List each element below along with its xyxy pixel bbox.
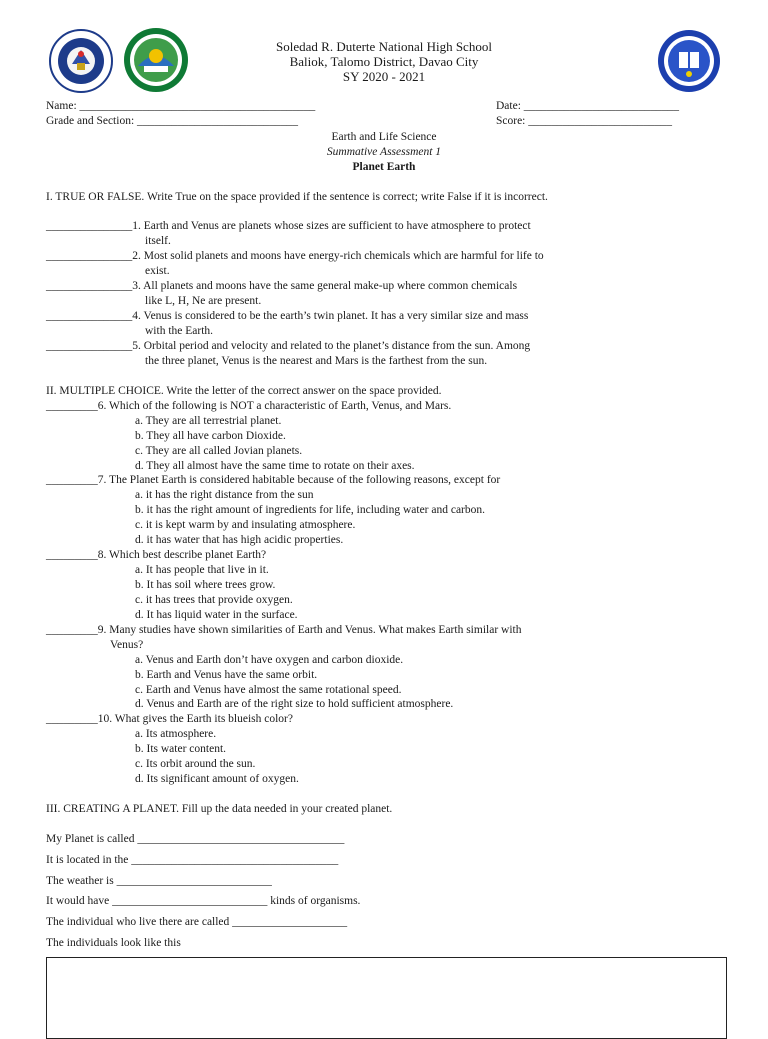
tf-item-1-cont: itself. [145, 235, 171, 247]
planet-location-field[interactable]: It is located in the ____________________________________ [46, 854, 339, 866]
tf-item-4: _______________4. Venus is considered to be the earth’s twin planet. It has a very similar size and mass [46, 310, 529, 322]
mc-question-10: _________10. What gives the Earth its blueish color? [46, 713, 293, 725]
tf-item-1: _______________1. Earth and Venus are planets whose sizes are sufficient to have atmosphere to protect [46, 220, 531, 232]
mc-question-6: _________6. Which of the following is NOT a characteristic of Earth, Venus, and Mars. [46, 400, 452, 412]
topic-title: Planet Earth [352, 161, 416, 173]
part2-heading: II. MULTIPLE CHOICE. Write the letter of the correct answer on the space provided. [46, 385, 442, 397]
grade-section-field[interactable]: Grade and Section: ____________________________ [46, 115, 299, 127]
planet-inhabitants-field[interactable]: The individual who live there are called ____________________ [46, 916, 348, 928]
mc-question-9-cont: Venus? [110, 639, 144, 651]
planet-name-field[interactable]: My Planet is called ____________________________________ [46, 833, 345, 845]
drawing-box[interactable] [46, 957, 727, 1039]
planet-organisms-field[interactable]: It would have ___________________________ kinds of organisms. [46, 895, 361, 907]
mc-option: c. They are all called Jovian planets. [135, 445, 303, 457]
school-year: SY 2020 - 2021 [342, 69, 426, 84]
mc-option: d. it has water that has high acidic properties. [135, 534, 344, 546]
mc-question-7: _________7. The Planet Earth is considered habitable because of the following reasons, except for [46, 474, 501, 486]
mc-option: a. Its atmosphere. [135, 728, 217, 740]
mc-option: c. Earth and Venus have almost the same rotational speed. [135, 684, 402, 696]
mc-option: d. It has liquid water in the surface. [135, 609, 298, 621]
mc-option: c. it has trees that provide oxygen. [135, 594, 293, 606]
part1-heading: I. TRUE OR FALSE. Write True on the space provided if the sentence is correct; write False if it is incorrect. [46, 191, 548, 203]
school-name: Soledad R. Duterte National High School [276, 39, 492, 54]
mc-option: b. They all have carbon Dioxide. [135, 430, 286, 442]
mc-option: c. Its orbit around the sun. [135, 758, 256, 770]
mc-option: a. it has the right distance from the sun [135, 489, 314, 501]
mc-option: d. They all almost have the same time to rotate on their axes. [135, 460, 415, 472]
tf-item-5-cont: the three planet, Venus is the nearest and Mars is the farthest from the sun. [145, 355, 488, 367]
mc-option: c. it is kept warm by and insulating atmosphere. [135, 519, 356, 531]
mc-option: b. Its water content. [135, 743, 227, 755]
subject-title: Earth and Life Science [331, 131, 437, 143]
drawing-prompt: The individuals look like this [46, 937, 181, 949]
tf-item-4-cont: with the Earth. [145, 325, 214, 337]
name-field[interactable]: Name: _________________________________________ [46, 100, 316, 112]
mc-option: b. Earth and Venus have the same orbit. [135, 669, 318, 681]
planet-weather-field[interactable]: The weather is ___________________________ [46, 875, 272, 887]
score-field[interactable]: Score: _________________________ [496, 115, 673, 127]
mc-option: d. Its significant amount of oxygen. [135, 773, 299, 785]
part3-heading: III. CREATING A PLANET. Fill up the data needed in your created planet. [46, 803, 393, 815]
mc-option: b. It has soil where trees grow. [135, 579, 276, 591]
tf-item-2: _______________2. Most solid planets and moons have energy-rich chemicals which are harmful for life to [46, 250, 544, 262]
mc-option: a. They are all terrestrial planet. [135, 415, 282, 427]
tf-item-5: _______________5. Orbital period and velocity and related to the planet’s distance from the sun. Among [46, 340, 531, 352]
school-address: Baliok, Talomo District, Davao City [289, 54, 479, 69]
mc-question-9: _________9. Many studies have shown similarities of Earth and Venus. What makes Earth similar with [46, 624, 522, 636]
mc-option: b. it has the right amount of ingredients for life, including water and carbon. [135, 504, 486, 516]
tf-item-2-cont: exist. [145, 265, 170, 277]
assessment-title: Summative Assessment 1 [326, 146, 442, 158]
tf-item-3-cont: like L, H, Ne are present. [145, 295, 262, 307]
tf-item-3: _______________3. All planets and moons have the same general make-up where common chemicals [46, 280, 518, 292]
mc-option: a. Venus and Earth don’t have oxygen and carbon dioxide. [135, 654, 404, 666]
mc-option: d. Venus and Earth are of the right size to hold sufficient atmosphere. [135, 698, 454, 710]
mc-option: a. It has people that live in it. [135, 564, 269, 576]
mc-question-8: _________8. Which best describe planet Earth? [46, 549, 267, 561]
date-field[interactable]: Date: ___________________________ [496, 100, 680, 112]
